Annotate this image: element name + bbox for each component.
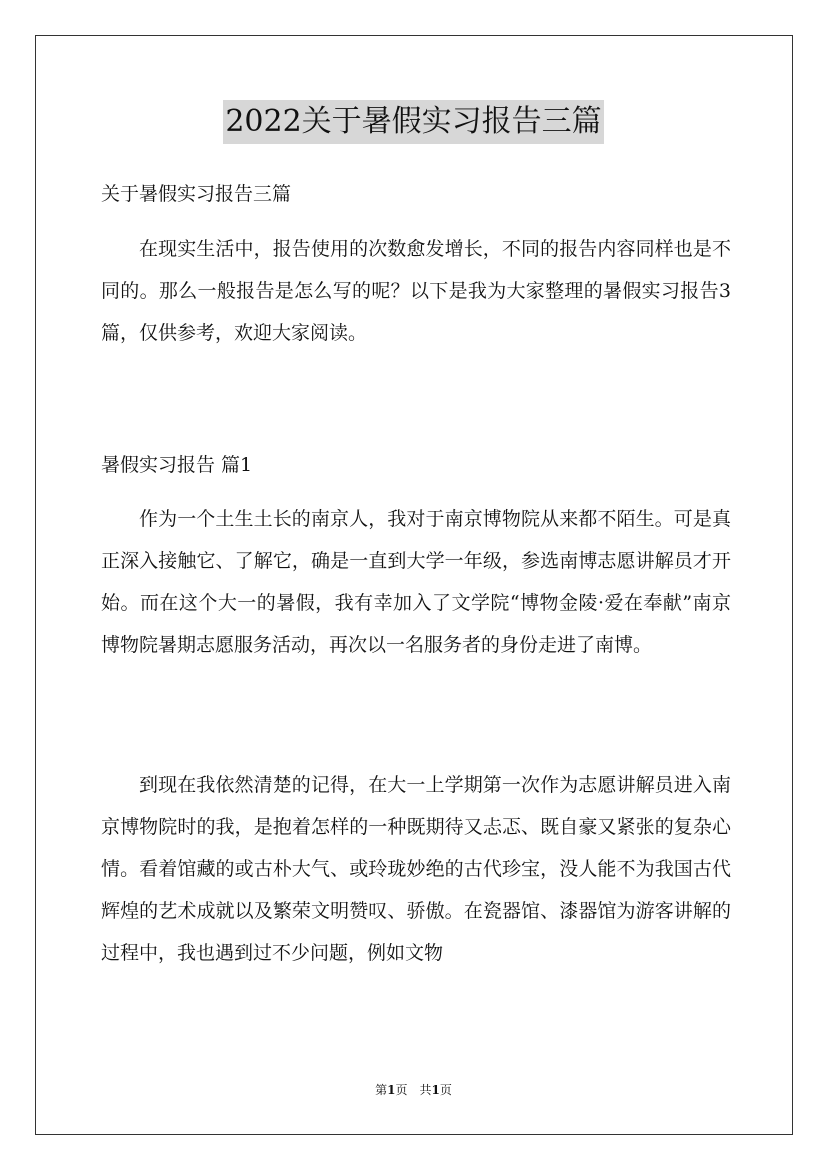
footer-page-current: 1 — [387, 1083, 396, 1097]
body-paragraph: 作为一个土生土长的南京人，我对于南京博物院从来都不陌生。可是真正深入接触它、了解它，确是一直到大学一年级，参选南博志愿讲解员才开始。而在这个大一的暑假，我有幸加入了文学院“博物金陵·爱在奉献”南京博物院暑期志愿服务活动，再次以一名服务者的身份走进了南博。 — [101, 508, 731, 656]
footer-page-mid: 页 共 — [395, 1083, 432, 1097]
footer-page-prefix: 第 — [375, 1083, 388, 1097]
body-paragraph: 到现在我依然清楚的记得，在大一上学期第一次作为志愿讲解员进入南京博物院时的我，是抱着怎样的一种既期待又忐忑、既自豪又紧张的复杂心情。看着馆藏的或古朴大气、或玲珑妙绝的古代珍宝，没人能不为我国古代辉煌的艺术成就以及繁荣文明赞叹、骄傲。在瓷器馆、漆器馆为游客讲解的过程中，我也遇到过不少问题，例如文物 — [101, 774, 731, 964]
page-footer — [0, 1082, 827, 1098]
footer-page-suffix: 页 — [439, 1083, 452, 1097]
footer-page-total: 1 — [431, 1083, 440, 1097]
section-heading: 暑假实习报告 篇1 — [101, 454, 253, 476]
document-title-text: 2022关于暑假实习报告三篇 — [223, 100, 603, 144]
document-title — [0, 100, 827, 144]
document-subtitle: 关于暑假实习报告三篇 — [101, 183, 292, 205]
intro-paragraph: 在现实生活中，报告使用的次数愈发增长，不同的报告内容同样也是不同的。那么一般报告是怎么写的呢？以下是我为大家整理的暑假实习报告3篇，仅供参考，欢迎大家阅读。 — [101, 238, 731, 344]
